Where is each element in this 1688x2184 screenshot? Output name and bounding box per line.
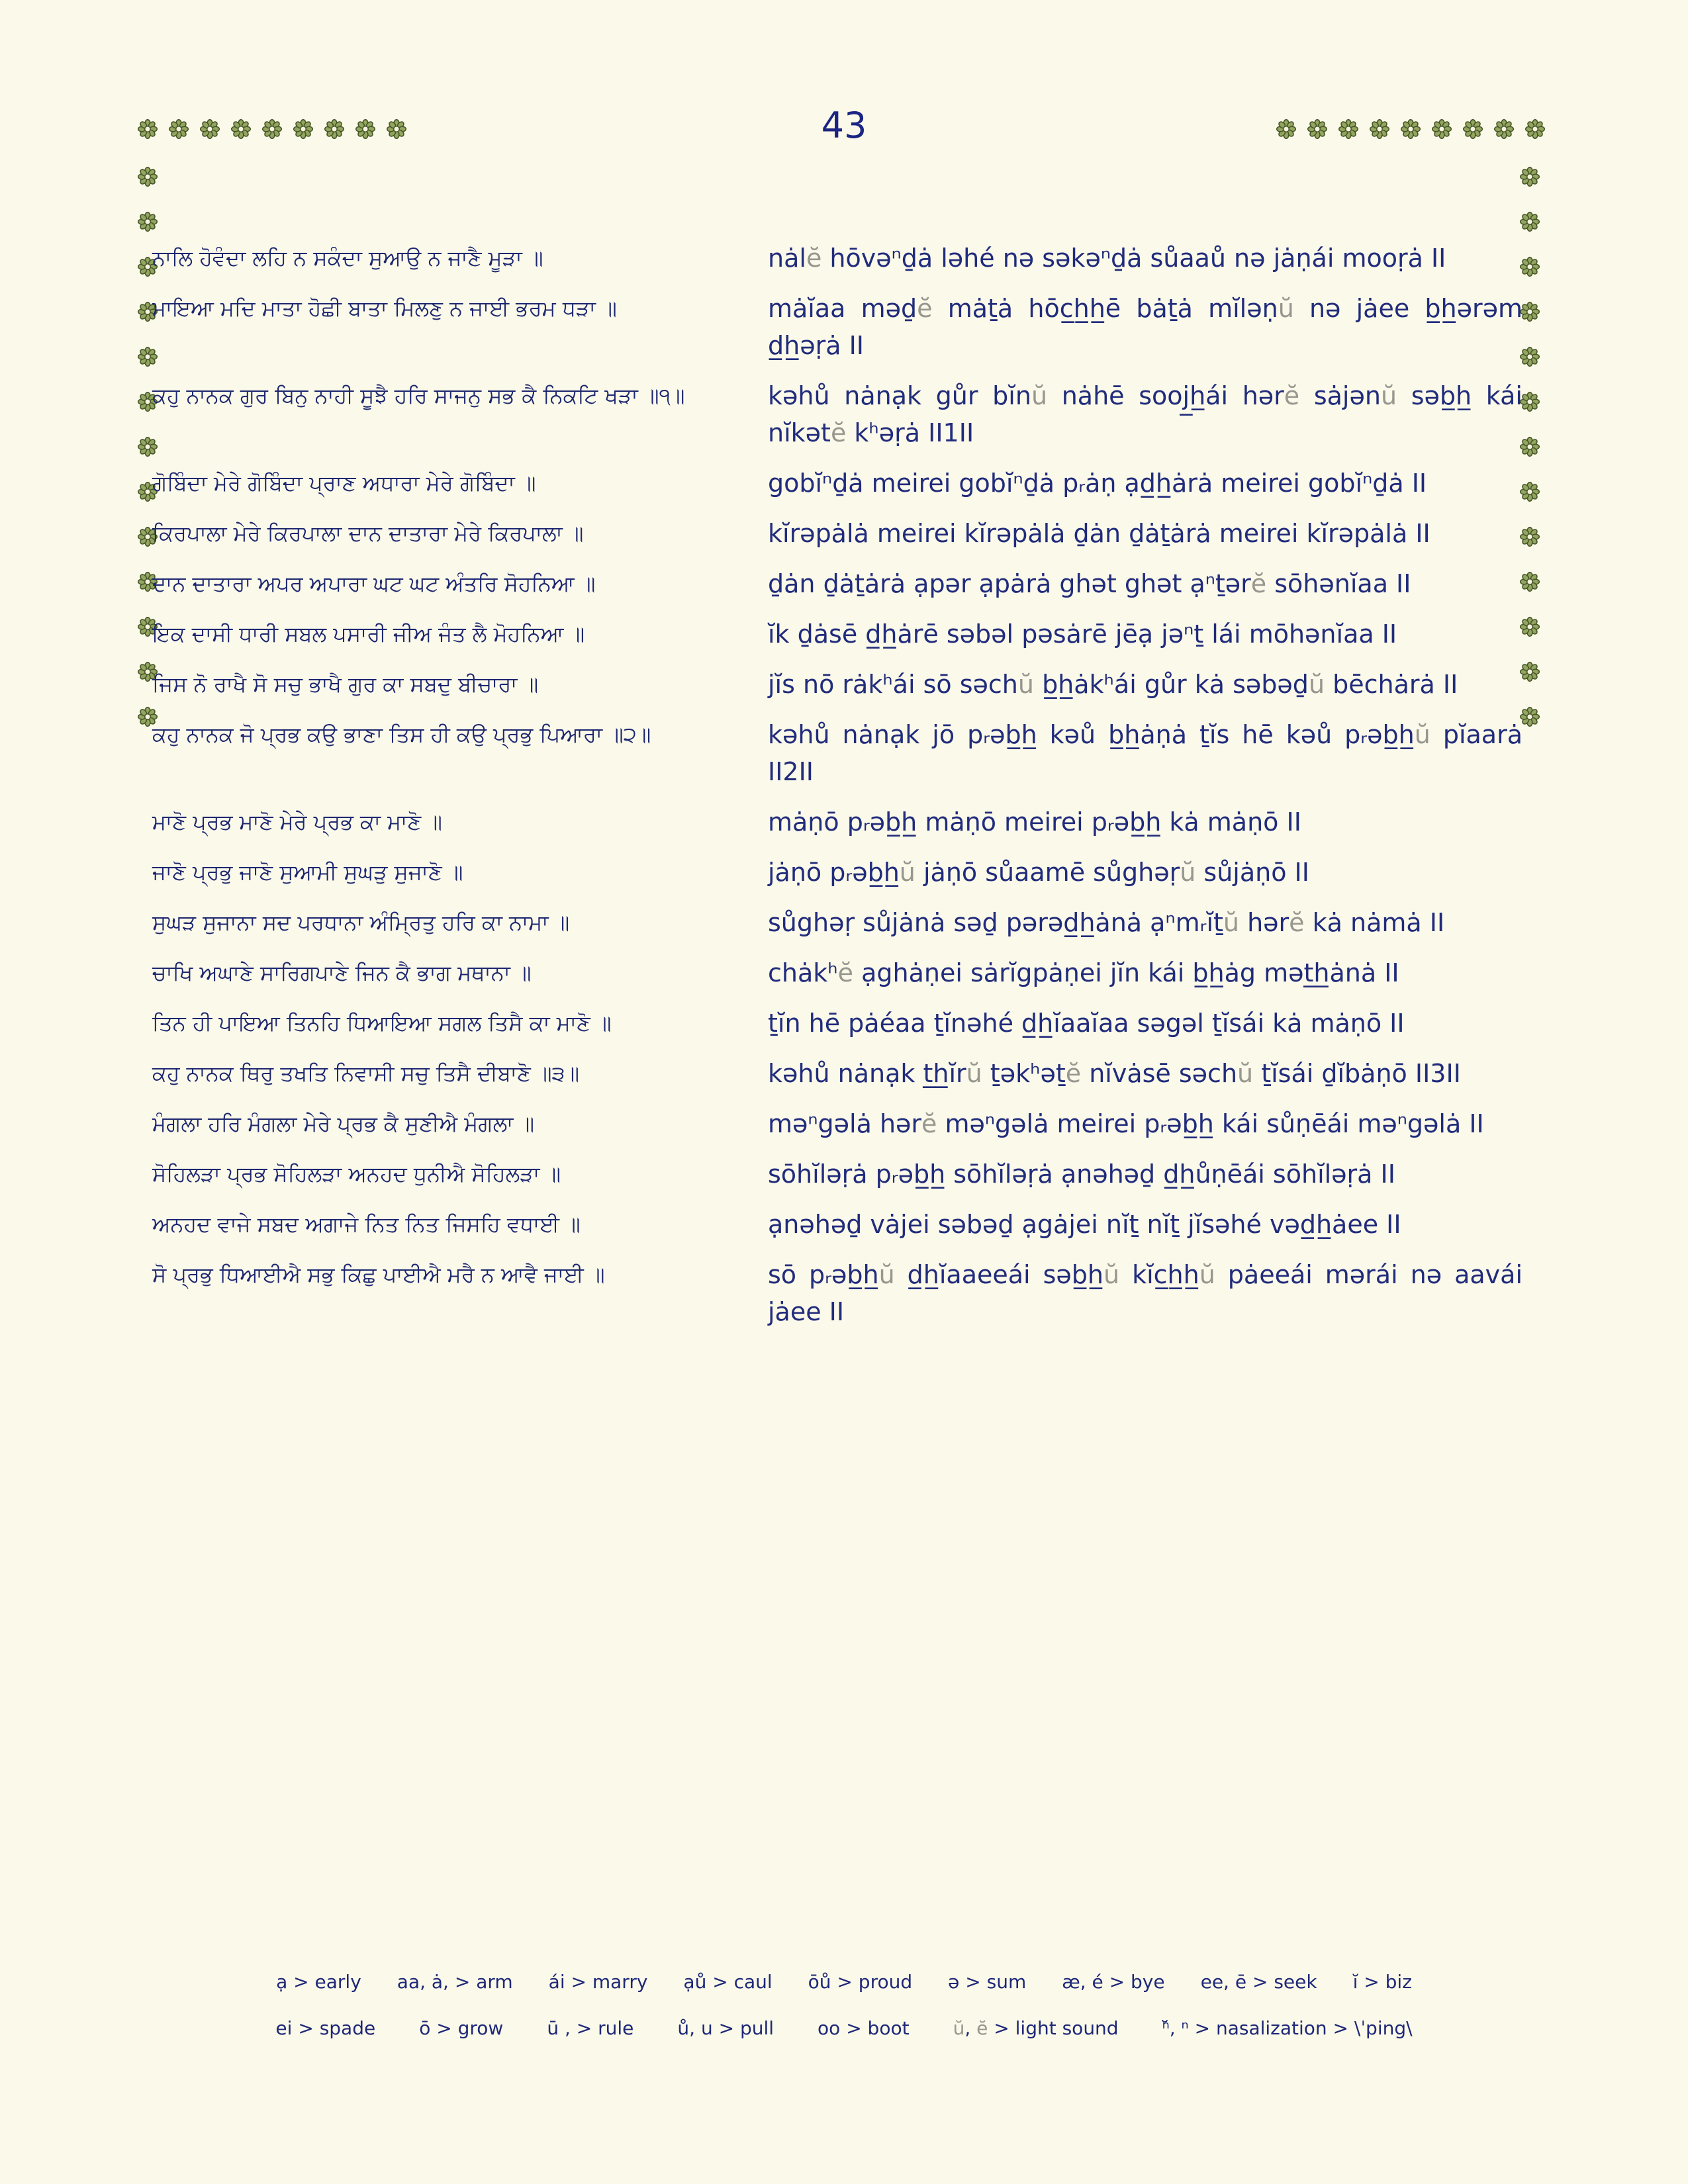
flower-icon xyxy=(1520,662,1540,682)
flower-icon xyxy=(1338,119,1358,139)
gurmukhi-verse: ਦਾਨ ਦਾਤਾਰਾ ਅਪਰ ਅਪਾਰਾ ਘਟ ਘਟ ਅੰਤਰਿ ਸੋਹਨਿਆ ॥ xyxy=(152,571,596,596)
transliteration-verse: jĭs nō rȧkʰái sō səchŭ b̲h̲ȧkʰái gůr kȧ səbəḏŭ bēchȧrȧ II xyxy=(768,670,1458,699)
flower-icon xyxy=(1401,119,1421,139)
transliteration-verse: jȧṇō pᵣəb̲h̲ŭ jȧṇō sůaamē sůghəṛŭ sůjȧṇō II xyxy=(768,858,1309,887)
flower-icon xyxy=(231,119,251,139)
transliteration-verse: ĭk ḏȧsē d̲h̲ȧrē səbəl pəsȧrē jēạ jəⁿṯ lái mōhənĭaa II xyxy=(768,619,1397,649)
transliteration-verse: sō pᵣəb̲h̲ŭ d̲h̲ĭaaeeái səb̲h̲ŭ kĭc̲h̲h̲ŭ pȧeeái mərái nə aavái jȧee II xyxy=(768,1260,1523,1326)
gurmukhi-verse: ਕਹੁ ਨਾਨਕ ਗੁਰ ਬਿਨੁ ਨਾਹੀ ਸੂਝੈ ਹਰਿ ਸਾਜਨੁ ਸਭ ਕੈ ਨਿਕਟਿ ਖੜਾ ॥੧॥ xyxy=(152,383,685,408)
flower-icon xyxy=(1520,482,1540,502)
flower-icon xyxy=(1520,302,1540,322)
pronunciation-key-entry: ū , > rule xyxy=(547,2017,634,2039)
transliteration-verse: ḏȧn ḏȧṯȧrȧ ạpər ạpȧrȧ ghət ghət ạⁿṯərĕ sōhənĭaa II xyxy=(768,569,1411,598)
gurmukhi-verse: ਮਾਣੋ ਪ੍ਰਭ ਮਾਣੋ ਮੇਰੇ ਪ੍ਰਭ ਕਾ ਮਾਣੋ ॥ xyxy=(152,809,442,835)
flower-icon xyxy=(1276,119,1296,139)
pronunciation-key-entry: ei > spade xyxy=(275,2017,376,2039)
flower-icon xyxy=(138,167,158,187)
flower-icon xyxy=(1520,437,1540,457)
flower-icon xyxy=(169,119,189,139)
pronunciation-key-entry: ŭ, ĕ > light sound xyxy=(953,2017,1119,2039)
flower-icon xyxy=(200,119,220,139)
transliteration-verse: ạnəhəḏ vȧjei səbəḏ ạgȧjei nĭṯ nĭṯ jĭsəhé vəd̲h̲ȧee II xyxy=(768,1210,1401,1239)
verse-table xyxy=(152,240,1523,1330)
transliteration-verse: sůghəṛ sůjȧnȧ səḏ pərəd̲h̲ȧnȧ ạⁿmᵣĭṯŭ hərĕ kȧ nȧmȧ II xyxy=(768,908,1445,937)
flower-icon xyxy=(1463,119,1483,139)
flower-icon xyxy=(324,119,344,139)
flower-icon xyxy=(1520,347,1540,367)
gurmukhi-verse: ਚਾਖਿ ਅਘਾਣੇ ਸਾਰਿਗਪਾਣੇ ਜਿਨ ਕੈ ਭਾਗ ਮਥਾਨਾ ॥ xyxy=(152,960,532,985)
flower-icon xyxy=(262,119,282,139)
flower-icon xyxy=(138,212,158,232)
pronunciation-key-entry: ōů > proud xyxy=(808,1971,913,1993)
pronunciation-key-entry: ái > marry xyxy=(548,1971,648,1993)
flower-icon xyxy=(1520,572,1540,592)
pronunciation-key-entry: ⁿ̆, ⁿ > nasalization > \ˈping\ xyxy=(1162,2017,1413,2039)
transliteration-verse: mȧṇō pᵣəb̲h̲ mȧṇō meirei pᵣəb̲h̲ kȧ mȧṇō II xyxy=(768,807,1301,837)
transliteration-verse: sōhĭləṛȧ pᵣəb̲h̲ sōhĭləṛȧ ạnəhəḏ d̲h̲ůṇēái sōhĭləṛȧ II xyxy=(768,1160,1395,1189)
flower-icon xyxy=(355,119,375,139)
ornament-right-column xyxy=(1520,167,1540,727)
gurmukhi-verse: ਜਾਣੋ ਪ੍ਰਭੁ ਜਾਣੋ ਸੁਆਮੀ ਸੁਘੜੁ ਸੁਜਾਣੋ ॥ xyxy=(152,860,463,885)
transliteration-verse: kəhů nȧnạk jō pᵣəb̲h̲ kəů b̲h̲ȧṇȧ ṯĭs hē kəů pᵣəb̲h̲ŭ pĭaarȧ II2II xyxy=(768,720,1523,786)
transliteration-verse: mȧĭaa məḏĕ mȧṯȧ hōc̲h̲h̲ē bȧṯȧ mĭləṇŭ nə jȧee b̲h̲ərəm d̲h̲əṛȧ II xyxy=(768,294,1523,360)
pronunciation-key-entry: aa, ȧ, > arm xyxy=(397,1971,513,1993)
gurmukhi-verse: ਇਕ ਦਾਸੀ ਧਾਰੀ ਸਬਲ ਪਸਾਰੀ ਜੀਅ ਜੰਤ ਲੈ ਮੋਹਨਿਆ ॥ xyxy=(152,621,585,647)
transliteration-verse: məⁿgəlȧ hərĕ məⁿgəlȧ meirei pᵣəb̲h̲ kái sůṇēái məⁿgəlȧ II xyxy=(768,1109,1484,1138)
gurmukhi-verse: ਕਹੁ ਨਾਨਕ ਥਿਰੁ ਤਖਤਿ ਨਿਵਾਸੀ ਸਚੁ ਤਿਸੈ ਦੀਬਾਣੋ ॥੩॥ xyxy=(152,1061,580,1086)
pronunciation-key-entry: ə > sum xyxy=(948,1971,1027,1993)
pronunciation-key-row xyxy=(275,2015,1412,2042)
flower-icon xyxy=(138,119,158,139)
gurmukhi-verse: ਸੋਹਿਲੜਾ ਪ੍ਰਭ ਸੋਹਿਲੜਾ ਅਨਹਦ ਧੁਨੀਐ ਸੋਹਿਲੜਾ ॥ xyxy=(152,1161,561,1187)
pronunciation-key-entry: ů, u > pull xyxy=(677,2017,774,2039)
gurmukhi-verse: ਜਿਸ ਨੋ ਰਾਖੈ ਸੋ ਸਚੁ ਭਾਖੈ ਗੁਰ ਕਾ ਸਬਦੁ ਬੀਚਾਰਾ ॥ xyxy=(152,672,539,697)
gurmukhi-verse: ਕਹੁ ਨਾਨਕ ਜੋ ਪ੍ਰਭ ਕਉ ਭਾਣਾ ਤਿਸ ਹੀ ਕਉ ਪ੍ਰਭੁ ਪਿਆਰਾ ॥੨॥ xyxy=(152,722,651,747)
flower-icon xyxy=(1520,392,1540,412)
flower-icon xyxy=(1520,257,1540,277)
transliteration-verse: ṯĭn hē pȧéaa ṯĭnəhé d̲h̲ĭaaĭaa səgəl ṯĭsái kȧ mȧṇō II xyxy=(768,1009,1405,1038)
flower-icon xyxy=(1520,212,1540,232)
transliteration-verse: kəhů nȧnạk t̲h̲ĭrŭ ṯəkʰəṯĕ nĭvȧsē səchŭ ṯĭsái ḏĭbȧṇō II3II xyxy=(768,1059,1461,1088)
gurmukhi-verse: ਸੋ ਪ੍ਰਭੁ ਧਿਆਈਐ ਸਭੁ ਕਿਛੁ ਪਾਈਐ ਮਰੈ ਨ ਆਵੈ ਜਾਈ ॥ xyxy=(152,1262,605,1287)
flower-icon xyxy=(387,119,406,139)
pronunciation-key-entry: ạ > early xyxy=(276,1971,361,1993)
transliteration-verse: kĭrəpȧlȧ meirei kĭrəpȧlȧ ḏȧn ḏȧṯȧrȧ meirei kĭrəpȧlȧ II xyxy=(768,519,1430,548)
flower-icon xyxy=(1494,119,1514,139)
flower-icon xyxy=(293,119,313,139)
gurmukhi-verse: ਸੁਘੜ ਸੁਜਾਨਾ ਸਦ ਪਰਧਾਨਾ ਅੰਮ੍ਰਿਤੁ ਹਰਿ ਕਾ ਨਾਮਾ ॥ xyxy=(152,910,570,935)
transliteration-verse: kəhů nȧnạk gůr bĭnŭ nȧhē sooj̲h̲ái hərĕ sȧjənŭ səb̲h̲ kái nĭkətĕ kʰəṛȧ II1II xyxy=(768,381,1523,447)
gurmukhi-verse: ਤਿਨ ਹੀ ਪਾਇਆ ਤਿਨਹਿ ਧਿਆਇਆ ਸਗਲ ਤਿਸੈ ਕਾ ਮਾਣੋ ॥ xyxy=(152,1011,612,1036)
pronunciation-key-row xyxy=(276,1969,1412,1995)
ornament-top-right-row xyxy=(1276,119,1545,139)
pronunciation-key-entry: ee, ē > seek xyxy=(1200,1971,1317,1993)
pronunciation-key-entry: ĭ > biz xyxy=(1352,1971,1412,1993)
pronunciation-key-entry: ō > grow xyxy=(419,2017,504,2039)
transliteration-verse: chȧkʰĕ ạghȧṇei sȧrĭgpȧṇei jĭn kái b̲h̲ȧg mət̲h̲ȧnȧ II xyxy=(768,958,1399,987)
transliteration-verse: nȧlĕ hōvəⁿḏȧ ləhé nə səkəⁿḏȧ sůaaů nə jȧṇái mooṛȧ II xyxy=(768,244,1446,273)
gurmukhi-verse: ਨਾਲਿ ਹੋਵੰਦਾ ਲਹਿ ਨ ਸਕੰਦਾ ਸੁਆਉ ਨ ਜਾਣੈ ਮੂੜਾ ॥ xyxy=(152,246,543,271)
pronunciation-key-entry: æ, é > bye xyxy=(1062,1971,1165,1993)
ornament-top-left-row xyxy=(138,119,406,139)
flower-icon xyxy=(1520,527,1540,547)
gurmukhi-verse: ਮੰਗਲਾ ਹਰਿ ਮੰਗਲਾ ਮੇਰੇ ਪ੍ਰਭ ਕੈ ਸੁਣੀਐ ਮੰਗਲਾ ॥ xyxy=(152,1111,535,1136)
flower-icon xyxy=(1520,167,1540,187)
transliteration-verse: gobĭⁿḏȧ meirei gobĭⁿḏȧ pᵣȧṇ ạd̲h̲ȧrȧ meirei gobĭⁿḏȧ II xyxy=(768,469,1427,498)
flower-icon xyxy=(1520,617,1540,637)
pronunciation-key-entry: ạů > caul xyxy=(683,1971,773,1993)
pronunciation-key-entry: oo > boot xyxy=(818,2017,910,2039)
flower-icon xyxy=(1525,119,1545,139)
flower-icon xyxy=(1370,119,1389,139)
gurmukhi-verse: ਗੋਬਿੰਦਾ ਮੇਰੇ ਗੋਬਿੰਦਾ ਪ੍ਰਾਣ ਅਧਾਰਾ ਮੇਰੇ ਗੋਬਿੰਦਾ ॥ xyxy=(152,471,536,496)
pronunciation-key xyxy=(0,1969,1688,2042)
gurmukhi-verse: ਮਾਇਆ ਮਦਿ ਮਾਤਾ ਹੋਛੀ ਬਾਤਾ ਮਿਲਣੁ ਨ ਜਾਈ ਭਰਮ ਧੜਾ ॥ xyxy=(152,296,617,321)
flower-icon xyxy=(1307,119,1327,139)
gurmukhi-verse: ਕਿਰਪਾਲਾ ਮੇਰੇ ਕਿਰਪਾਲਾ ਦਾਨ ਦਾਤਾਰਾ ਮੇਰੇ ਕਿਰਪਾਲਾ ॥ xyxy=(152,521,584,546)
page-number: 43 xyxy=(821,105,867,146)
flower-icon xyxy=(1520,707,1540,727)
gurmukhi-verse: ਅਨਹਦ ਵਾਜੇ ਸਬਦ ਅਗਾਜੇ ਨਿਤ ਨਿਤ ਜਿਸਹਿ ਵਧਾਈ ॥ xyxy=(152,1212,581,1237)
flower-icon xyxy=(1432,119,1452,139)
